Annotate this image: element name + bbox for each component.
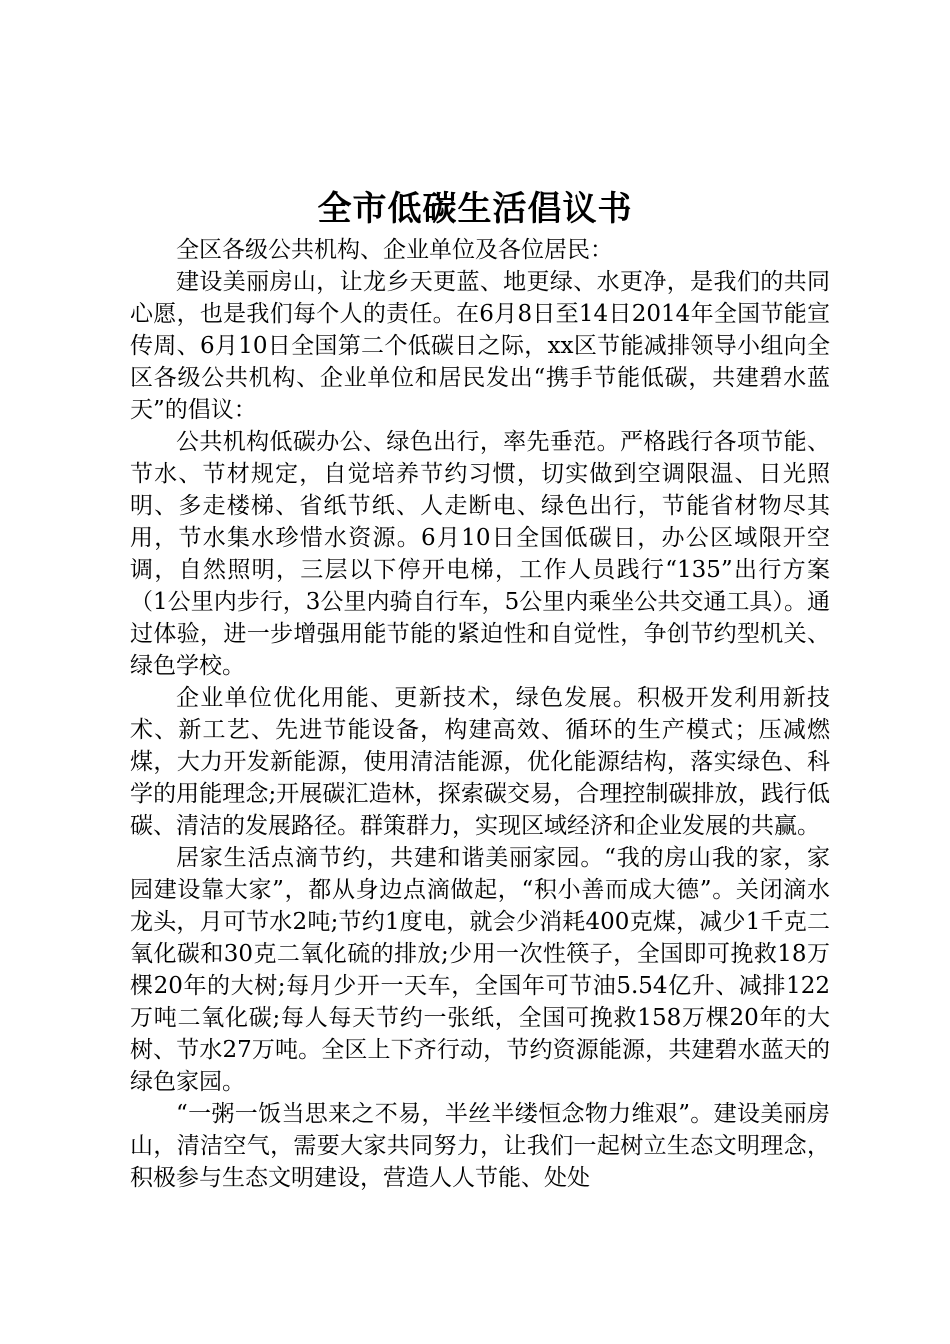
paragraph-enterprises: 企业单位优化用能、更新技术，绿色发展。积极开发利用新技术、新工艺、先进节能设备，构建高效、循环的生产模式；压减燃煤，大力开发新能源，使用清洁能源，优化能源结构，落实绿色、科学的用能理念;开展碳汇造林，探索碳交易，合理控制碳排放，践行低碳、清洁的发展路径。群策群力，实现区域经济和企业发展的共赢。 xyxy=(130,685,830,839)
paragraph-closing: “一粥一饭当思来之不易，半丝半缕恒念物力维艰”。建设美丽房山，清洁空气，需要大家共同努力，让我们一起树立生态文明理念，积极参与生态文明建设，营造人人节能、处处 xyxy=(130,1101,830,1191)
paragraph-households: 居家生活点滴节约，共建和谐美丽家园。“我的房山我的家，家园建设靠大家”，都从身边点滴做起，“积小善而成大德”。关闭滴水龙头，月可节水2吨;节约1度电，就会少消耗400克煤，减少1千克二氧化碳和30克二氧化硫的排放;少用一次性筷子，全国即可挽救18万棵20年的大树;每月少开一天车，全国年可节油5.54亿升、减排122万吨二氧化碳;每人每天节约一张纸，全国可挽救158万棵20年的大树、节水27万吨。全区上下齐行动，节约资源能源，共建碧水蓝天的绿色家园。 xyxy=(130,845,830,1095)
salutation: 全区各级公共机构、企业单位及各位居民： xyxy=(176,237,613,263)
document-body xyxy=(130,234,830,1194)
paragraph-public-institutions: 公共机构低碳办公、绿色出行，率先垂范。严格践行各项节能、节水、节材规定，自觉培养节约习惯，切实做到空调限温、日光照明、多走楼梯、省纸节纸、人走断电、绿色出行，节能省材物尽其用，节水集水珍惜水资源。6月10日全国低碳日，办公区域限开空调，自然照明，三层以下停开电梯，工作人员践行“135”出行方案（1公里内步行，3公里内骑自行车，5公里内乘坐公共交通工具）。通过体验，进一步增强用能节能的紧迫性和自觉性，争创节约型机关、绿色学校。 xyxy=(130,429,830,679)
document-title: 全市低碳生活倡议书 xyxy=(317,189,633,229)
paragraph-intro: 建设美丽房山，让龙乡天更蓝、地更绿、水更净，是我们的共同心愿，也是我们每个人的责任。在6月8日至14日2014年全国节能宣传周、6月10日全国第二个低碳日之际，xx区节能减排领导小组向全区各级公共机构、企业单位和居民发出“携手节能低碳，共建碧水蓝天”的倡议： xyxy=(130,269,830,423)
